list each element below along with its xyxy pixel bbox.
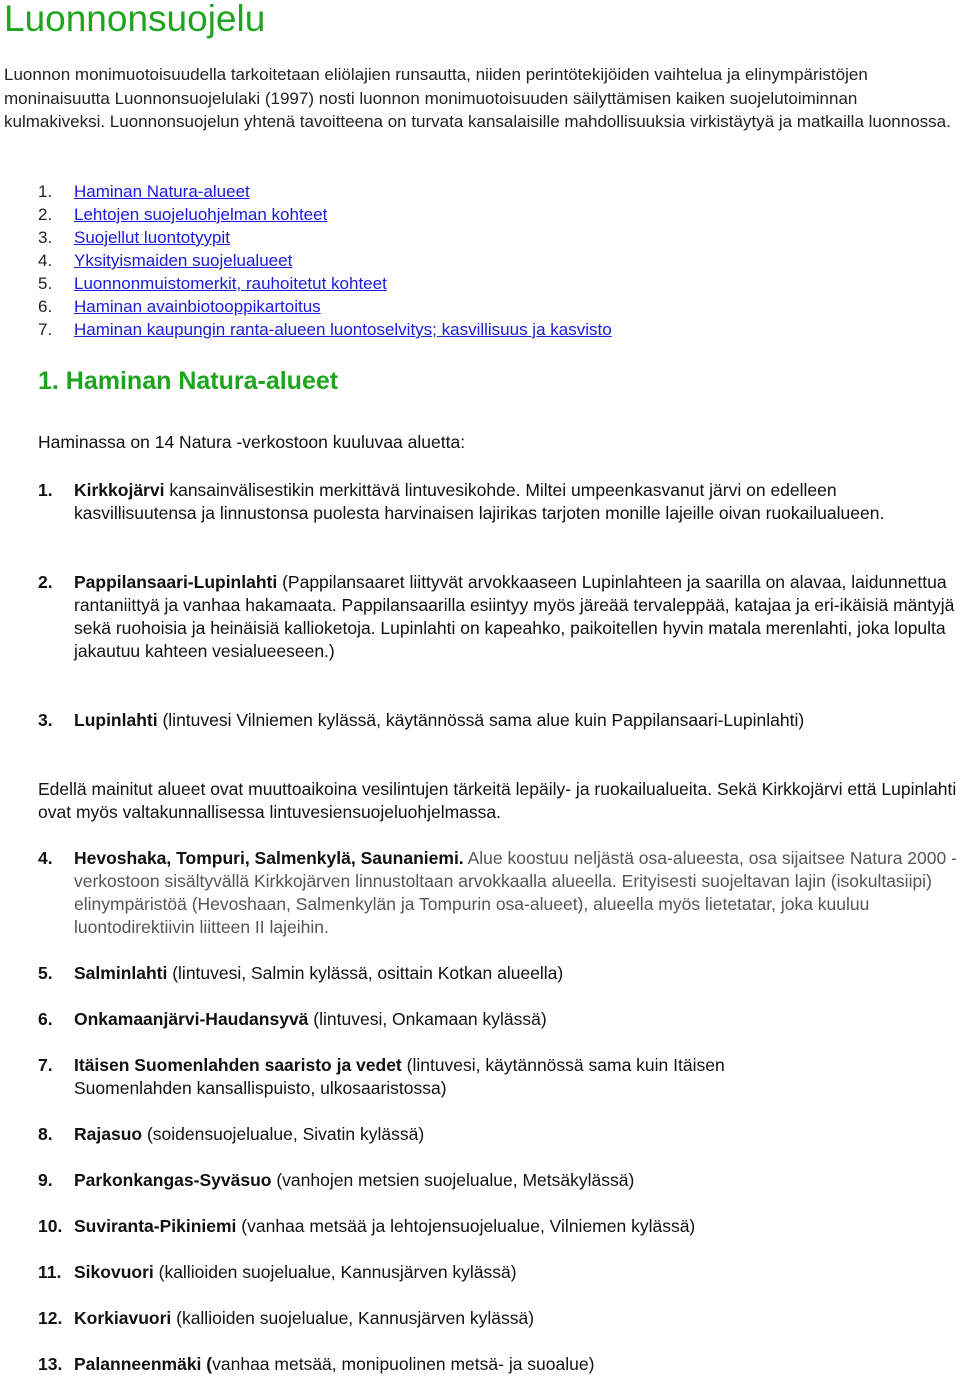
toc-item (38, 203, 612, 226)
item-name: Rajasuo (74, 1124, 143, 1144)
item-number: 2. (38, 572, 53, 592)
toc-link-natura[interactable]: Haminan Natura-alueet (74, 182, 250, 201)
toc-link-avainbiotoopit[interactable]: Haminan avainbiotooppikartoitus (74, 297, 321, 316)
toc-link-muistomerkit[interactable]: Luonnonmuistomerkit, rauhoitetut kohteet (74, 274, 387, 293)
toc-link-ranta-alue[interactable]: Haminan kaupungin ranta-alueen luontoselvitys; kasvillisuus ja kasvisto (74, 320, 612, 339)
natura-item (38, 1123, 959, 1146)
page-title: Luonnonsuojelu (4, 0, 266, 39)
item-number: 6. (38, 1009, 53, 1029)
section-heading: 1. Haminan Natura-alueet (38, 367, 339, 395)
toc-number: 4. (38, 251, 53, 270)
natura-item (38, 847, 959, 939)
item-name: Lupinlahti (74, 710, 158, 730)
item-text: (kallioiden suojelualue, Kannusjärven kylässä) (153, 1262, 517, 1282)
item-name: Korkiavuori (74, 1308, 172, 1328)
natura-item (38, 1054, 959, 1100)
toc-item (38, 249, 612, 272)
natura-item (38, 1353, 959, 1376)
item-number: 5. (38, 963, 53, 983)
item-name: Itäisen Suomenlahden saaristo ja vedet (74, 1055, 402, 1075)
item-name: Sikovuori (74, 1262, 154, 1282)
item-text: (lintuvesi, Salmin kylässä, osittain Kotkan alueella) (167, 963, 564, 983)
toc-item (38, 226, 612, 249)
table-of-contents (38, 180, 612, 341)
item-name: Onkamaanjärvi-Haudansyvä (74, 1009, 309, 1029)
natura-item (38, 1215, 959, 1238)
item-name: Hevoshaka, Tompuri, Salmenkylä, Saunaniemi. (74, 848, 464, 868)
toc-link-lehdot[interactable]: Lehtojen suojeluohjelman kohteet (74, 205, 328, 224)
toc-number: 6. (38, 297, 53, 316)
item-text: vanhaa metsää, monipuolinen metsä- ja suoalue) (212, 1354, 595, 1374)
toc-link-luontotyypit[interactable]: Suojellut luontotyypit (74, 228, 230, 247)
item-text: Alue koostuu neljästä osa-alueesta, osa sijaitsee Natura 2000 -verkostoon sisältyvällä Kirkkojärven linnustoltaan arvokkaalla alueella. Erityisesti suojeltavan lajin (isokultasiipi) elinympäristöä (Hevoshaan, Salmenkylän ja Tompurin osa-alueet), alueella myös lietetatar, joka kuuluu luontodirektiivin liitteen II lajeihin. (74, 848, 957, 937)
toc-number: 2. (38, 205, 53, 224)
item-text: (lintuvesi, käytännössä sama kuin Itäisen Suomenlahden kansallispuisto, ulkosaaristossa) (74, 1055, 725, 1098)
natura-item (38, 479, 959, 525)
item-number: 10. (38, 1216, 63, 1236)
item-text: (lintuvesi, Onkamaan kylässä) (308, 1009, 547, 1029)
item-text: (lintuvesi Vilniemen kylässä, käytännössä sama alue kuin Pappilansaari-Lupinlahti) (157, 710, 805, 730)
item-name: Palanneenmäki ( (74, 1354, 213, 1374)
toc-item (38, 180, 612, 203)
item-number: 3. (38, 710, 53, 730)
item-name: Pappilansaari-Lupinlahti (74, 572, 278, 592)
item-name: Suviranta-Pikiniemi (74, 1216, 237, 1236)
item-name: Kirkkojärvi (74, 480, 165, 500)
natura-item (38, 1261, 959, 1284)
toc-link-yksityismaat[interactable]: Yksityismaiden suojelualueet (74, 251, 293, 270)
item-text: (vanhojen metsien suojelualue, Metsäkylässä) (271, 1170, 635, 1190)
item-number: 9. (38, 1170, 53, 1190)
item-text: (Pappilansaaret liittyvät arvokkaaseen Lupinlahteen ja saarilla on alavaa, laidunnettua rantaniittyä ja vanhaa hakamaata. Pappilansaarilla esiintyy myös järeää tervaleppää, katajaa ja eri-ikäisiä mäntyjä sekä ruohoisia ja heinäisiä kallioketoja. Lupinlahti on kapeahko, paikoitellen hyvin matala merenlahti, joka lopulta jakautuu kahteen vesialueeseen.) (74, 572, 955, 661)
natura-item (38, 1008, 959, 1031)
natura-item (38, 962, 959, 985)
natura-item (38, 709, 959, 732)
natura-item (38, 1169, 959, 1192)
note-paragraph: Edellä mainitut alueet ovat muuttoaikoina vesilintujen tärkeitä lepäily- ja ruokailualueita. Sekä Kirkkojärvi että Lupinlahti ovat myös valtakunnallisessa lintuvesiensuojeluohjelmassa. (38, 779, 957, 822)
natura-item (38, 571, 959, 663)
item-number: 4. (38, 848, 53, 868)
toc-number: 3. (38, 228, 53, 247)
item-number: 8. (38, 1124, 53, 1144)
item-number: 7. (38, 1055, 53, 1075)
section-lead: Haminassa on 14 Natura -verkostoon kuuluvaa aluetta: (38, 432, 466, 452)
item-name: Salminlahti (74, 963, 168, 983)
item-text: kansainvälisestikin merkittävä lintuvesikohde. Miltei umpeenkasvanut järvi on edelleen kasvillisuutensa ja linnustonsa puolesta harvinaisen lajirikas tarjoten monille lajeille oivan ruokailualueen. (74, 480, 885, 523)
natura-item (38, 1307, 959, 1330)
toc-number: 1. (38, 182, 53, 201)
item-number: 11. (38, 1262, 62, 1282)
toc-number: 7. (38, 320, 53, 339)
toc-number: 5. (38, 274, 53, 293)
item-text: (soidensuojelualue, Sivatin kylässä) (142, 1124, 425, 1144)
toc-item (38, 295, 612, 318)
item-text: (vanhaa metsää ja lehtojensuojelualue, Vilniemen kylässä) (236, 1216, 696, 1236)
toc-item (38, 272, 612, 295)
item-number: 1. (38, 480, 53, 500)
intro-paragraph: Luonnon monimuotoisuudella tarkoitetaan eliölajien runsautta, niiden perintötekijöiden vaihtelua ja elinympäristöjen moninaisuutta Luonnonsuojelulaki (1997) nosti luonnon monimuotoisuuden säilyttämisen kaiken suojelutoiminnan kulmakiveksi. Luonnonsuojelun yhtenä tavoitteena on turvata kansalaisille mahdollisuuksia virkistäytyä ja matkailla luonnossa. (4, 65, 951, 131)
toc-item (38, 318, 612, 341)
item-number: 12. (38, 1308, 63, 1328)
item-text: (kallioiden suojelualue, Kannusjärven kylässä) (171, 1308, 535, 1328)
item-name: Parkonkangas-Syväsuo (74, 1170, 272, 1190)
item-number: 13. (38, 1354, 63, 1374)
